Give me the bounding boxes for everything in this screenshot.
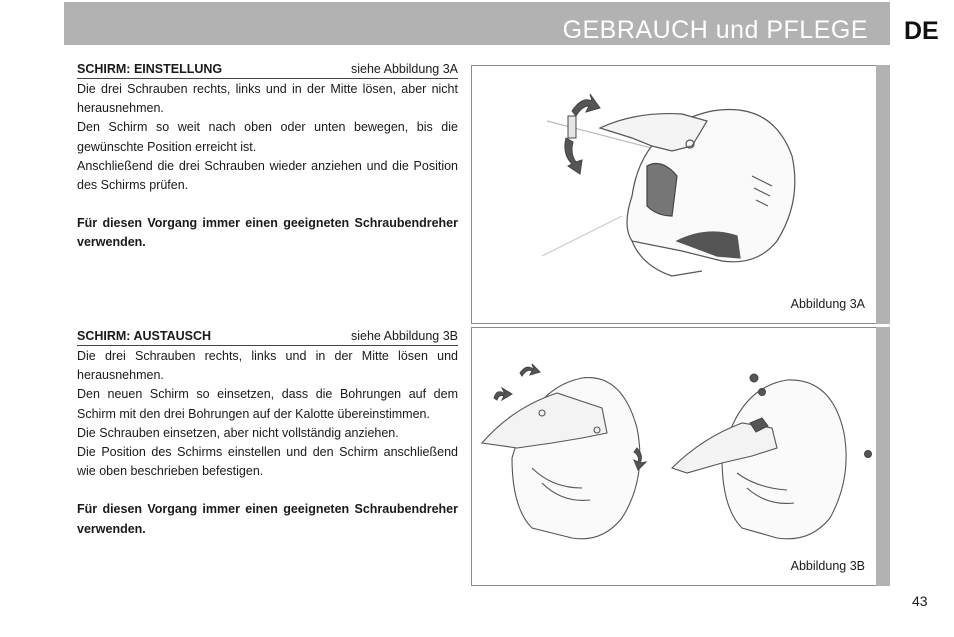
figure-3b — [471, 327, 877, 586]
figure-caption: Abbildung 3B — [790, 559, 865, 573]
paragraph: Die drei Schrauben rechts, links und in der Mitte lösen und herausnehmen. — [77, 349, 458, 383]
header-bar — [64, 2, 890, 45]
section-title: SCHIRM: EINSTELLUNG — [77, 62, 223, 76]
paragraph: Den neuen Schirm so einsetzen, dass die Bohrungen auf dem Schirm mit den drei Bohrungen auf der Kalotte übereinstimmen. — [77, 387, 458, 421]
helmet-visor-replace-illustration — [472, 328, 877, 585]
figure-caption: Abbildung 3A — [790, 297, 865, 311]
section-visor-replacement — [77, 328, 458, 539]
section-heading — [77, 328, 458, 346]
paragraph: Die Schrauben einsetzen, aber nicht vollständig anziehen. — [77, 425, 399, 440]
figure-reference: siehe Abbildung 3A — [350, 62, 458, 76]
page-title: GEBRAUCH und PFLEGE — [562, 16, 868, 44]
helmet-visor-adjust-illustration — [472, 66, 877, 323]
section-body — [77, 347, 458, 539]
language-badge: DE — [904, 17, 939, 45]
figure-reference: siehe Abbildung 3B — [350, 329, 458, 343]
adjust-arrow-icon — [565, 94, 600, 174]
section-body — [77, 80, 458, 253]
tool-note: Für diesen Vorgang immer einen geeigneten Schraubendreher verwenden. — [77, 216, 458, 250]
paragraph: Die Position des Schirms einstellen und den Schirm anschließend wie oben beschrieben befestigen. — [77, 445, 458, 479]
paragraph: Die drei Schrauben rechts, links und in der Mitte lösen, aber nicht herausnehmen. — [77, 82, 458, 116]
section-visor-adjustment — [77, 61, 458, 253]
paragraph: Anschließend die drei Schrauben wieder anziehen und die Position des Schirms prüfen. — [77, 158, 458, 193]
section-heading — [77, 61, 458, 79]
side-strip — [876, 327, 890, 586]
paragraph: Den Schirm so weit nach oben oder unten bewegen, bis die gewünschte Position erreicht ist. — [77, 120, 458, 154]
figure-3a — [471, 65, 877, 324]
section-title: SCHIRM: AUSTAUSCH — [77, 329, 212, 343]
side-strip — [876, 65, 890, 324]
page-number: 43 — [912, 593, 928, 609]
tool-note: Für diesen Vorgang immer einen geeigneten Schraubendreher verwenden. — [77, 502, 458, 536]
